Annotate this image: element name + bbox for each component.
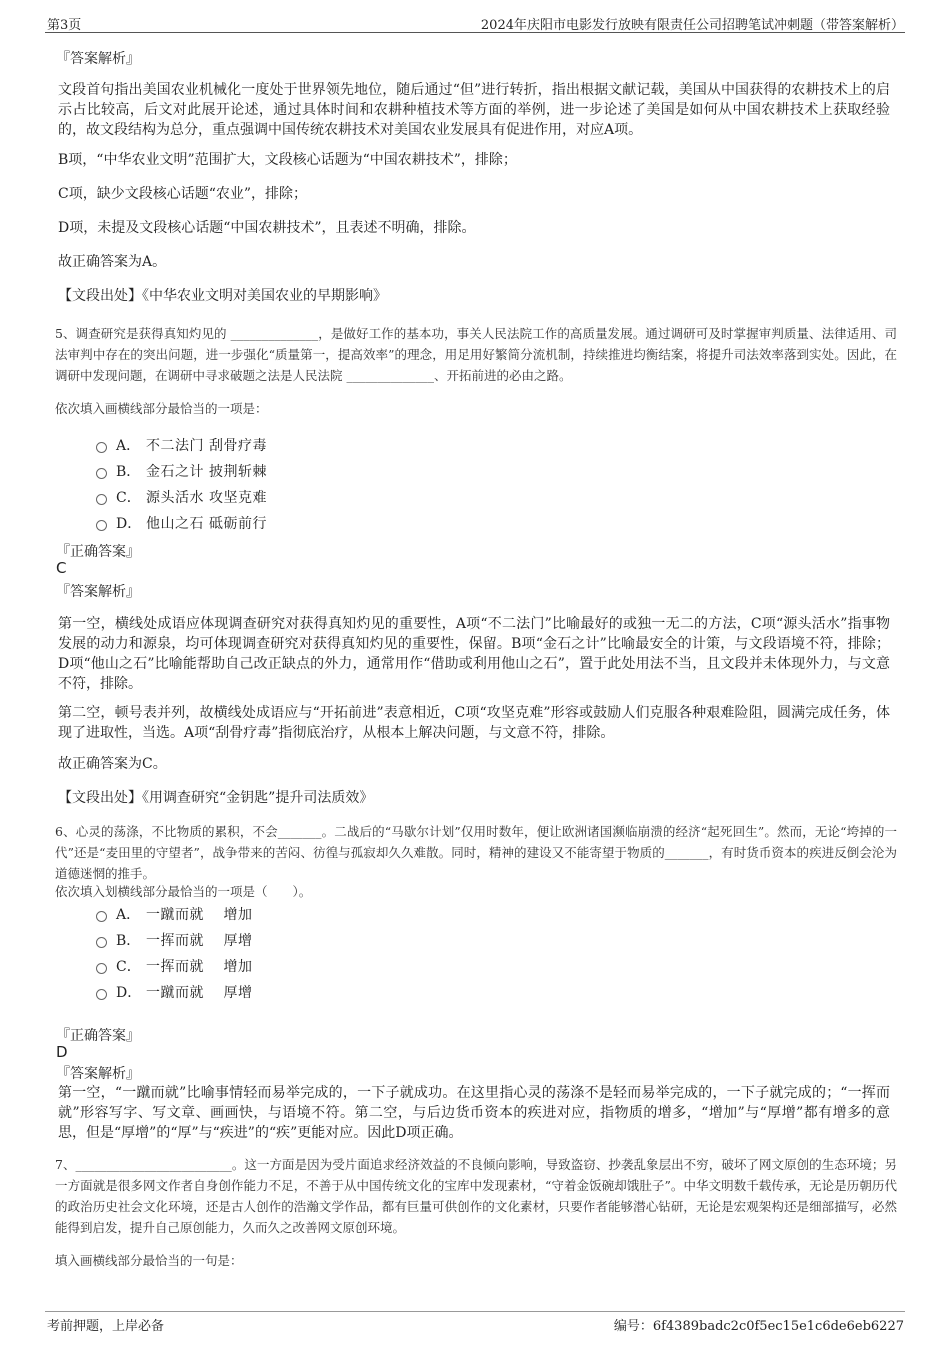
q6-option-b[interactable] [96, 930, 252, 950]
option-letter: D． [116, 985, 142, 1001]
q4-source: 【文段出处】《中华农业文明对美国农业的早期影响》 [58, 288, 387, 304]
q5-stem: 5、调查研究是获得真知灼见的 ______________，是做好工作的基本功，事关人民法院工作的高质量发展。通过调研可及时掌握审判质量、法律适用、司法审判中存在的突出问题，进一步强化“质量第一，提高效率”的理念，用足用好繁简分流机制，持续推进均衡结案，将提升司法效率落到实处。因此，在调研中发现问题，在调研中寻求破题之法是人民法院 ______________、开拓前进的必由之路。 [55, 326, 897, 383]
q6-option-d[interactable] [96, 982, 252, 1002]
document-title: 2024年庆阳市电影发行放映有限责任公司招聘笔试冲刺题（带答案解析） [480, 18, 904, 33]
q7-prompt: 填入画横线部分最恰当的一句是： [55, 1253, 243, 1268]
q5-analysis-label: 『答案解析』 [56, 584, 140, 600]
radio-icon[interactable] [96, 494, 107, 505]
q5-prompt: 依次填入画横线部分最恰当的一项是： [55, 401, 268, 416]
q4-analysis-para2: B项，“中华农业文明”范围扩大，文段核心话题为“中国农耕技术”，排除； [58, 152, 517, 168]
document-id: 编号：6f4389badc2c0f5ec15e1c6de6eb6227 [613, 1319, 904, 1334]
option-text: 一蹴而就 厚增 [146, 985, 253, 1001]
q6-option-a[interactable] [96, 904, 252, 924]
q6-correct-answer: D [56, 1043, 68, 1061]
option-letter: C． [116, 959, 141, 975]
option-text: 一蹴而就 增加 [146, 907, 253, 923]
option-letter: A． [116, 438, 141, 454]
q7-stem: 7、_________________________。这一方面是因为受片面追求经济效益的不良倾向影响，导致盗窃、抄袭乱象层出不穷，破坏了网文原创的生态环境；另一方面就是很多网文作者自身创作能力不足，不善于从中国传统文化的宝库中发现素材，“守着金饭碗却饿肚子”。中华文明数千载传承，无论是历朝历代的政治历史社会文化环境，还是古人创作的浩瀚文学作品，都有巨量可供创作的文化素材，只要作者能够潜心钻研，无论是宏观架构还是细部描写，必然能得到启发，提升自己原创能力，久而久之改善网文原创环境。 [55, 1157, 897, 1235]
radio-icon[interactable] [96, 468, 107, 479]
q4-analysis-para3: C项，缺少文段核心话题“农业”，排除； [58, 186, 308, 202]
q5-option-d[interactable] [96, 513, 267, 533]
q6-correct-label: 『正确答案』 [56, 1028, 140, 1044]
q4-analysis-para5: 故正确答案为A。 [58, 254, 167, 270]
q4-analysis-label: 『答案解析』 [56, 51, 140, 67]
option-text: 一挥而就 厚增 [146, 933, 253, 949]
option-text: 不二法门 刮骨疗毒 [146, 438, 267, 454]
q5-analysis-para3: 故正确答案为C。 [58, 756, 167, 772]
q6-prompt: 依次填入划横线部分最恰当的一项是（ ）。 [55, 884, 312, 899]
q5-correct-answer: C [56, 559, 67, 577]
option-letter: A． [116, 907, 141, 923]
q5-option-a[interactable] [96, 435, 267, 455]
option-letter: B． [116, 933, 141, 949]
radio-icon[interactable] [96, 911, 107, 922]
q6-analysis-para1: 第一空，“一蹴而就”比喻事情轻而易举完成的，一下子就成功。在这里指心灵的荡涤不是轻而易举完成的，一下子就完成的；“一挥而就”形容写字、写文章、画画快，与语境不符。第二空，与后边货币资本的疾进对应，指物质的增多，“增加”与“厚增”都有增多的意思，但是“厚增”的“厚”与“疾进”的“疾”更能对应。因此D项正确。 [58, 1085, 890, 1141]
q4-analysis-para4: D项，未提及文段核心话题“中国农耕技术”，且表述不明确，排除。 [58, 220, 476, 236]
q5-option-c[interactable] [96, 487, 267, 507]
option-letter: C． [116, 490, 141, 506]
radio-icon[interactable] [96, 520, 107, 531]
option-text: 一挥而就 增加 [146, 959, 253, 975]
q6-stem: 6、心灵的荡涤，不比物质的累积，不会_______。二战后的“马歇尔计划”仅用时数年，便让欧洲诸国濒临崩溃的经济“起死回生”。然而，无论“垮掉的一代”还是“麦田里的守望者”，战争带来的苦闷、彷徨与孤寂却久久难散。同时，精神的建设又不能寄望于物质的_______，有时货币资本的疾进反倒会沦为道德迷惘的推手。 [55, 824, 897, 881]
option-letter: D． [116, 516, 142, 532]
option-text: 源头活水 攻坚克难 [146, 490, 267, 506]
q5-option-b[interactable] [96, 461, 267, 481]
page-number: 第3页 [47, 18, 82, 33]
q5-source: 【文段出处】《用调查研究“金钥匙”提升司法质效》 [58, 790, 374, 806]
radio-icon[interactable] [96, 937, 107, 948]
footer-slogan: 考前押题，上岸必备 [47, 1319, 165, 1334]
q5-analysis-para1: 第一空，横线处成语应体现调查研究对获得真知灼见的重要性，A项“不二法门”比喻最好的或独一无二的方法，C项“源头活水”指事物发展的动力和源泉，均可体现调查研究对获得真知灼见的重要性，保留。B项“金石之计”比喻最安全的计策，与文段语境不符，排除；D项“他山之石”比喻能帮助自己改正缺点的外力，通常用作“借助或利用他山之石”，置于此处用法不当，且文段并未体现外力，与文意不符，排除。 [58, 616, 890, 692]
q6-analysis-label: 『答案解析』 [56, 1066, 140, 1082]
q4-analysis-para1: 文段首句指出美国农业机械化一度处于世界领先地位，随后通过“但”进行转折，指出根据文献记载，美国从中国获得的农耕技术上的启示占比较高，后文对此展开论述，通过具体时间和农耕种植技术等方面的举例，进一步论述了美国是如何从中国农耕技术上获取经验的，故文段结构为总分，重点强调中国传统农耕技术对美国农业发展具有促进作用，对应A项。 [58, 82, 890, 138]
header-divider [45, 32, 905, 33]
radio-icon[interactable] [96, 989, 107, 1000]
radio-icon[interactable] [96, 442, 107, 453]
option-text: 他山之石 砥砺前行 [146, 516, 267, 532]
q6-option-c[interactable] [96, 956, 252, 976]
q5-analysis-para2: 第二空，顿号表并列，故横线处成语应与“开拓前进”表意相近，C项“攻坚克难”形容或鼓励人们克服各种艰难险阻，圆满完成任务，体现了进取性，当选。A项“刮骨疗毒”指彻底治疗，从根本上解决问题，与文意不符，排除。 [58, 705, 890, 741]
option-text: 金石之计 披荆斩棘 [146, 464, 267, 480]
footer-divider [45, 1311, 905, 1312]
option-letter: B． [116, 464, 141, 480]
radio-icon[interactable] [96, 963, 107, 974]
q5-correct-label: 『正确答案』 [56, 544, 140, 560]
